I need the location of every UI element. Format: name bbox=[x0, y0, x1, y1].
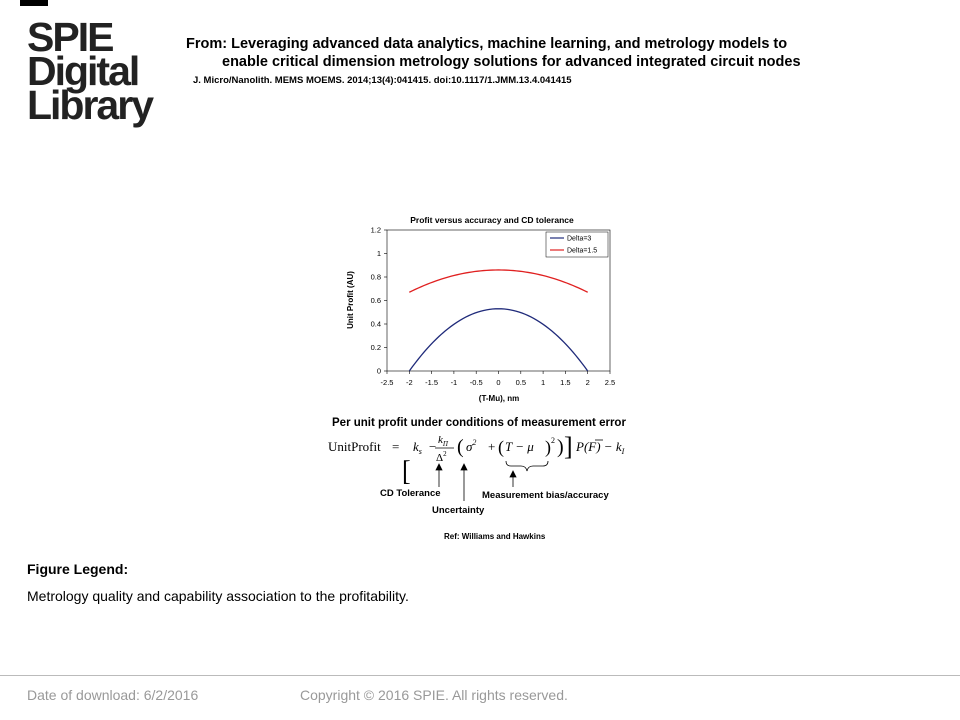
formula-ks-k: k bbox=[413, 439, 419, 454]
download-date: Date of download: 6/2/2016 bbox=[27, 687, 199, 703]
formula-bias: T − μ bbox=[505, 439, 534, 454]
y-axis-label: Unit Profit (AU) bbox=[346, 271, 355, 329]
formula-minus: − bbox=[429, 439, 437, 454]
unit-profit-formula bbox=[328, 432, 625, 486]
x-tick-label: -0.5 bbox=[469, 378, 483, 387]
article-title-line-1: From: Leveraging advanced data analytics, machine learning, and metrology models to bbox=[186, 36, 788, 52]
legend-label-delta3: Delta=3 bbox=[567, 235, 592, 243]
y-tick-label: 0.8 bbox=[370, 272, 381, 282]
x-tick-label: 1 bbox=[541, 378, 546, 387]
label-uncertainty: Uncertainty bbox=[432, 505, 485, 516]
logo-line-2: Digital bbox=[27, 48, 139, 94]
x-tick-label: 2.5 bbox=[604, 378, 616, 387]
formula-pf bbox=[575, 439, 625, 456]
formula-sigma-sq bbox=[466, 438, 476, 454]
formula-bias-group: ( bbox=[498, 437, 504, 457]
figure-legend-heading: Figure Legend: bbox=[27, 561, 129, 577]
arrow-cd-head bbox=[436, 464, 442, 470]
formula-bracket-right: ] bbox=[564, 432, 573, 461]
arrow-bias-head bbox=[510, 471, 516, 477]
y-tick-label: 0 bbox=[376, 366, 381, 376]
formula-bracket-left: [ bbox=[402, 454, 411, 487]
formula-ks bbox=[413, 439, 422, 456]
logo-line-3: Library bbox=[27, 82, 152, 128]
y-tick-label: 1 bbox=[376, 249, 381, 258]
y-tick-label: 0.4 bbox=[370, 319, 381, 329]
x-tick-label: 2 bbox=[585, 378, 590, 387]
formula-delta-exp: 2 bbox=[443, 450, 447, 458]
figure-legend-text: Metrology quality and capability association to the profitability. bbox=[27, 588, 409, 604]
logo-line-1: SPIE bbox=[27, 14, 113, 60]
label-measurement-bias: Measurement bias/accuracy bbox=[482, 490, 609, 501]
legend-label-delta15: Delta=1.5 bbox=[567, 247, 598, 255]
formula-pf-sub: I bbox=[621, 447, 625, 456]
x-axis bbox=[381, 371, 616, 387]
figure bbox=[320, 205, 640, 545]
article-title-line-2: enable critical dimension metrology solutions for advanced integrated circuit nodes bbox=[222, 54, 801, 70]
label-cd-tolerance: CD Tolerance bbox=[380, 488, 441, 499]
article-title bbox=[186, 35, 906, 71]
x-tick-label: -1 bbox=[450, 378, 458, 387]
x-tick-label: 0.5 bbox=[515, 378, 527, 387]
series-line-delta3 bbox=[409, 309, 587, 371]
x-tick-label: 0 bbox=[496, 378, 501, 387]
formula-lhs: UnitProfit bbox=[328, 439, 381, 454]
formula-pf-text: P(F) − k bbox=[576, 439, 622, 454]
formula-ks-sub: s bbox=[418, 447, 422, 456]
series-lines bbox=[409, 270, 587, 371]
formula-kpi-k: k bbox=[438, 434, 443, 446]
y-tick-label: 1.2 bbox=[370, 225, 381, 235]
formula-equals: = bbox=[392, 439, 400, 454]
x-tick-label: -2.5 bbox=[380, 378, 394, 387]
y-axis bbox=[371, 226, 387, 376]
formula-kpi bbox=[438, 434, 449, 448]
x-tick-label: -2 bbox=[405, 378, 413, 387]
formula-bias-exp: 2 bbox=[551, 436, 555, 445]
formula-bias-close: ) bbox=[545, 437, 551, 457]
x-tick-label: -1.5 bbox=[425, 378, 439, 387]
copyright: Copyright © 2016 SPIE. All rights reserved. bbox=[300, 687, 568, 703]
formula-paren-left: ( bbox=[457, 436, 464, 458]
reference: Ref: Williams and Hawkins bbox=[444, 532, 546, 541]
x-axis-label: (T-Mu), nm bbox=[478, 394, 520, 403]
plot-area bbox=[371, 226, 616, 388]
formula-paren-right: ) bbox=[557, 436, 564, 458]
formula-plus: + bbox=[488, 439, 496, 454]
y-tick-label: 0.2 bbox=[370, 343, 381, 352]
formula-sigma-exp: 2 bbox=[472, 438, 477, 447]
chart-legend bbox=[546, 232, 608, 257]
series-line-delta15 bbox=[409, 270, 587, 292]
bias-brace bbox=[506, 461, 548, 471]
spie-logo bbox=[27, 14, 152, 128]
arrow-uncertainty-head bbox=[461, 464, 467, 470]
footer-divider bbox=[0, 675, 960, 676]
formula-delta: Δ bbox=[436, 452, 444, 464]
y-tick-label: 0.6 bbox=[370, 296, 381, 305]
corner-mark bbox=[20, 0, 48, 6]
formula-kpi-sub: Π bbox=[442, 440, 448, 448]
chart-title: Profit versus accuracy and CD tolerance bbox=[410, 215, 574, 225]
formula-delta-sq bbox=[436, 450, 447, 464]
citation: J. Micro/Nanolith. MEMS MOEMS. 2014;13(4):041415. doi:10.1117/1.JMM.13.4.041415 bbox=[193, 75, 572, 86]
formula-heading: Per unit profit under conditions of measurement error bbox=[332, 417, 626, 429]
x-tick-label: 1.5 bbox=[560, 378, 571, 387]
formula-sigma: σ bbox=[466, 439, 473, 454]
